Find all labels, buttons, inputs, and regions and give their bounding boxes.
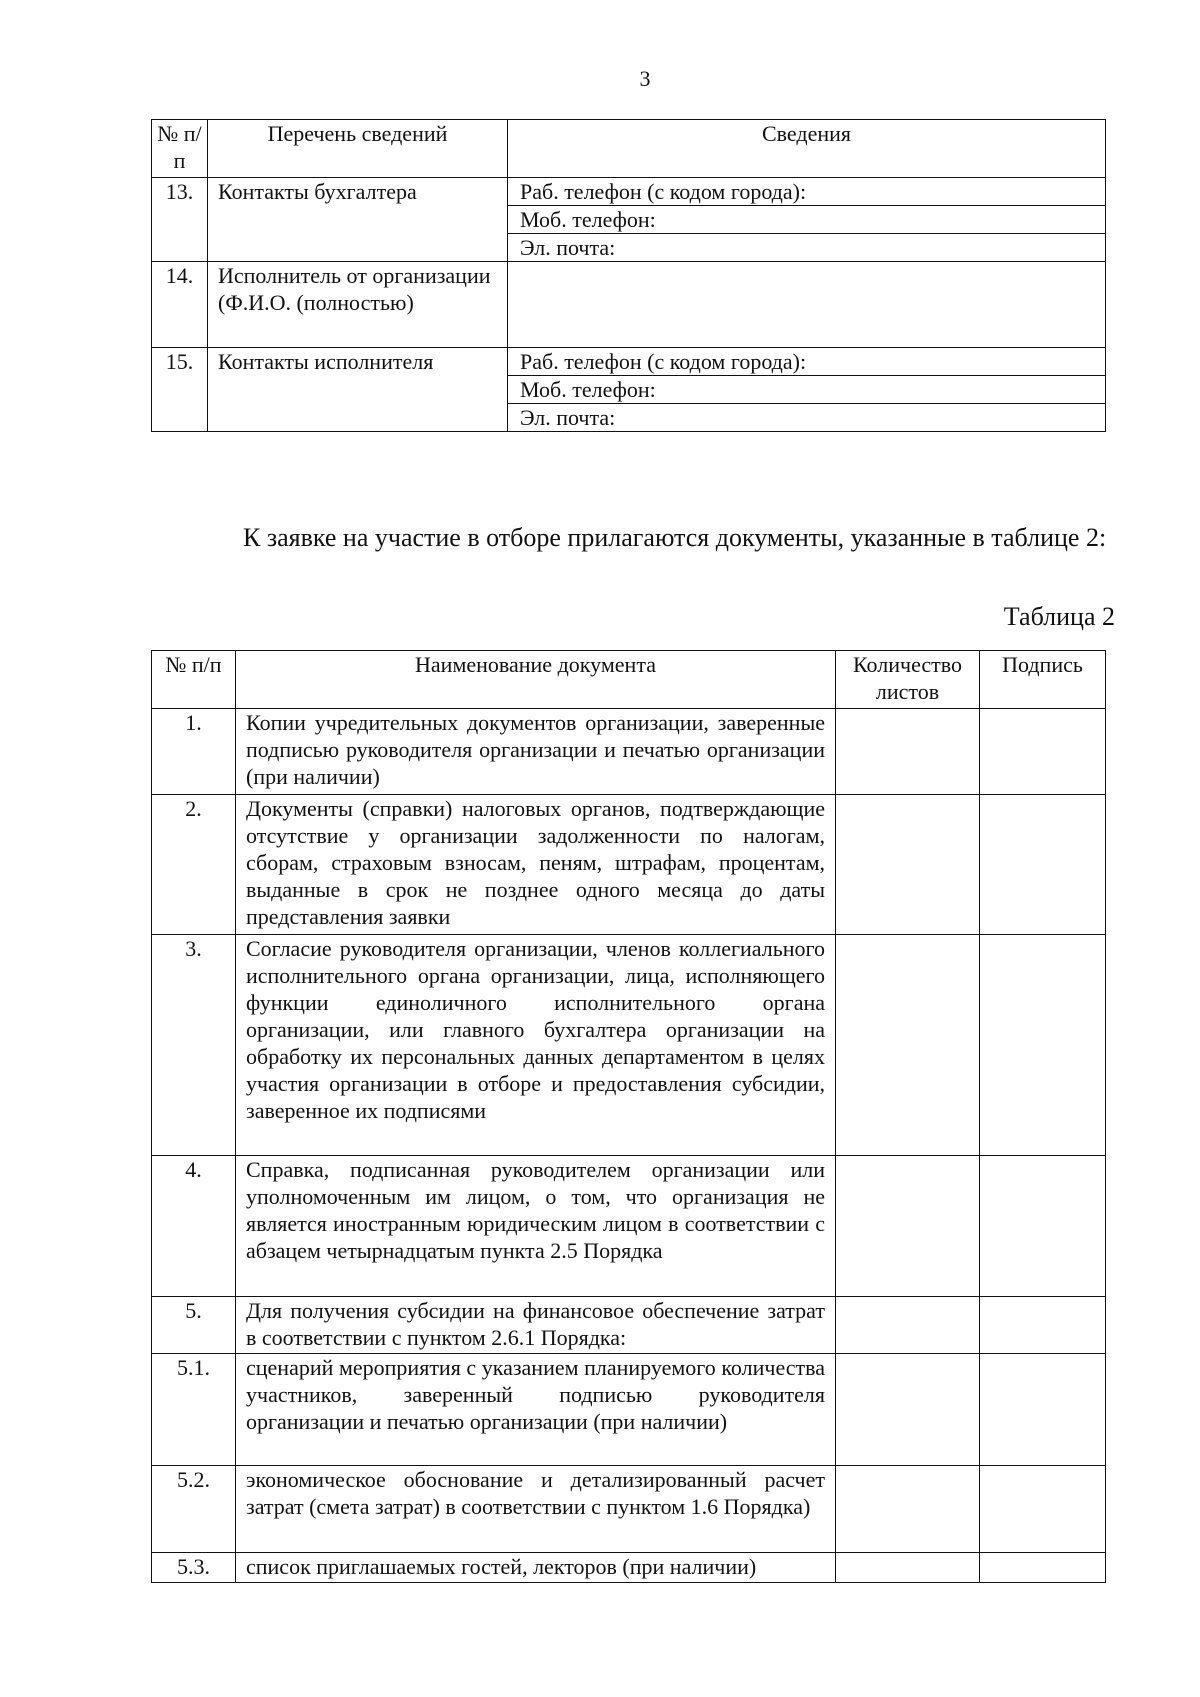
table-row [152,709,1106,795]
document-name: Документы (справки) налоговых органов, подтверждающие отсутствие у организации задолженности по налогам, сборам, страховым взносам, пеням, штрафам, процентам, выданные в срок не позднее одного месяца до даты представления заявки [236,795,836,935]
row-item: Контакты исполнителя [208,348,508,432]
sheets-cell [836,1156,980,1297]
sheets-cell [836,709,980,795]
column-header-number: № п/п [152,651,236,709]
field-executor-name [508,262,1106,348]
signature-cell [980,1297,1106,1354]
document-name: сценарий мероприятия с указанием планируемого количества участников, заверенный подписью руководителя организации и печатью организации (при наличии) [236,1354,836,1466]
table-row [152,1156,1106,1297]
page-number: 3 [639,66,651,91]
field-work-phone: Раб. телефон (с кодом города): [508,178,1106,206]
field-email: Эл. почта: [508,404,1106,432]
field-email: Эл. почта: [508,234,1106,262]
document-name: экономическое обоснование и детализированный расчет затрат (смета затрат) в соответствии с пунктом 1.6 Порядка) [236,1466,836,1553]
row-number: 1. [152,709,236,795]
intro-paragraph: К заявке на участие в отборе прилагаются документы, указанные в таблице 2: [243,523,1107,552]
document-name: Для получения субсидии на финансовое обеспечение затрат в соответствии с пунктом 2.6.1 Порядка: [236,1297,836,1354]
signature-cell [980,709,1106,795]
signature-cell [980,1466,1106,1553]
row-number: 14. [152,262,208,348]
sheets-cell [836,1466,980,1553]
table-row [152,1553,1106,1583]
table-row [152,1354,1106,1466]
sheets-cell [836,1553,980,1583]
contacts-table [151,119,1106,432]
column-header-item: Перечень сведений [208,120,508,178]
signature-cell [980,795,1106,935]
signature-cell [980,1553,1106,1583]
row-number: 2. [152,795,236,935]
table-row [152,348,1106,376]
row-number: 5.2. [152,1466,236,1553]
field-mobile-phone: Моб. телефон: [508,206,1106,234]
signature-cell [980,1156,1106,1297]
row-number: 5. [152,1297,236,1354]
sheets-cell [836,1297,980,1354]
signature-cell [980,935,1106,1156]
table-row [152,1297,1106,1354]
sheets-cell [836,1354,980,1466]
table-row [152,178,1106,206]
row-item: Контакты бухгалтера [208,178,508,262]
row-number: 15. [152,348,208,432]
document-name: Справка, подписанная руководителем организации или уполномоченным им лицом, о том, что организация не является иностранным юридическим лицом в соответствии с абзацем четырнадцатым пункта 2.5 Порядка [236,1156,836,1297]
document-name: список приглашаемых гостей, лекторов (при наличии) [236,1553,836,1583]
row-number: 3. [152,935,236,1156]
signature-cell [980,1354,1106,1466]
table-caption: Таблица 2 [1003,602,1115,631]
field-work-phone: Раб. телефон (с кодом города): [508,348,1106,376]
table-header-row [152,651,1106,709]
column-header-sheets: Количество листов [836,651,980,709]
table-row [152,1466,1106,1553]
table-header-row [152,120,1106,178]
table-row [152,935,1106,1156]
row-number: 13. [152,178,208,262]
document-name: Согласие руководителя организации, членов коллегиального исполнительного органа организации, лица, исполняющего функции единоличного исполнительного органа организации, или главного бухгалтера организации на обработку их персональных данных департаментом в целях участия организации в отборе и предоставления субсидии, заверенное их подписями [236,935,836,1156]
column-header-signature: Подпись [980,651,1106,709]
sheets-cell [836,795,980,935]
sheets-cell [836,935,980,1156]
row-item: Исполнитель от организации (Ф.И.О. (полностью) [208,262,508,348]
documents-table [151,650,1106,1583]
document-name: Копии учредительных документов организации, заверенные подписью руководителя организации и печатью организации (при наличии) [236,709,836,795]
field-mobile-phone: Моб. телефон: [508,376,1106,404]
row-number: 5.3. [152,1553,236,1583]
column-header-number: № п/п [152,120,208,178]
row-number: 4. [152,1156,236,1297]
row-number: 5.1. [152,1354,236,1466]
column-header-document: Наименование документа [236,651,836,709]
table-row [152,262,1106,348]
table-row [152,795,1106,935]
column-header-info: Сведения [508,120,1106,178]
